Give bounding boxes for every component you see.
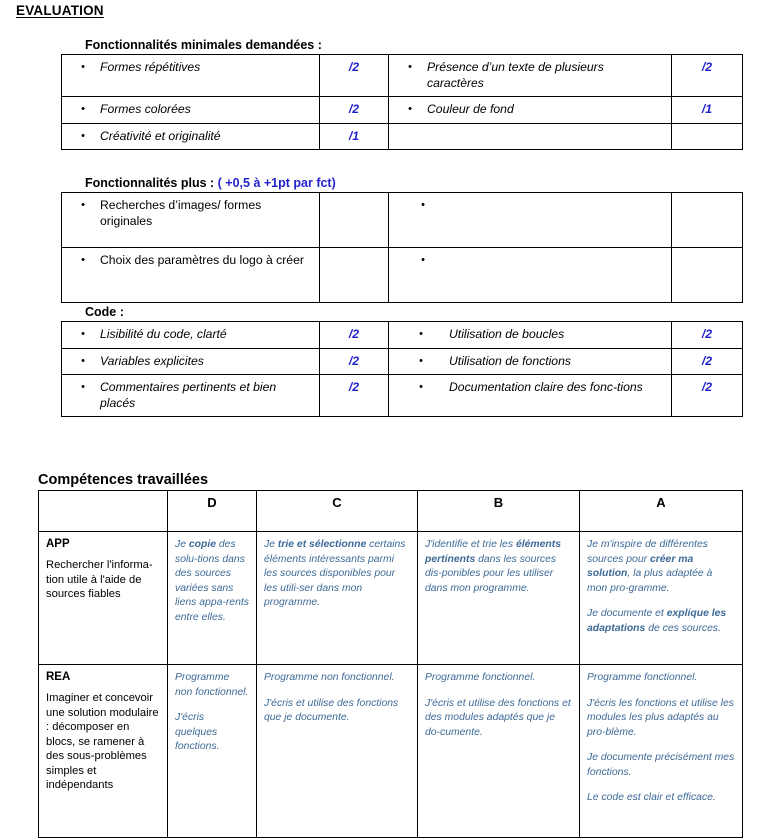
item-label: Choix des paramètres du logo à créer [100,253,304,267]
level-paragraph: Programme non fonctionnel. [264,672,395,683]
level-paragraph: Je copie des solu-tions dans des sources variées sans liens appa-rents entre elles. [175,539,249,623]
cell-points-right: /2 [672,322,743,349]
cell-points-left [320,193,389,248]
cell-points-right: /2 [672,55,743,97]
item-label: Recherches d’images/ formes originales [100,198,262,228]
column-header-d: D [168,491,257,532]
bullet-icon: • [81,129,85,142]
cell-item-right [389,55,672,97]
cell-criteria-rea [39,665,168,838]
level-paragraph: Je trie et sélectionne certains éléments intéressants parmi les sources disponibles pour les utili-ser dans mon programme. [264,539,406,609]
item-label: Créativité et originalité [100,128,221,143]
cell-item-right [389,375,672,417]
item-label: Présence d’un texte de plusieurs caractères [427,60,604,90]
table-row [62,123,743,150]
bullet-icon: • [81,354,85,367]
bullet-icon: • [81,328,85,340]
level-paragraph: J'identifie et trie les éléments pertinents dans les sources dis-ponibles pour les utiliser dans mon programme. [425,539,561,594]
cell-item-right [389,193,672,248]
bullet-icon: • [81,61,85,73]
cell-item-left [62,193,320,248]
column-header-b: B [418,491,580,532]
cell-points-left: /1 [320,123,389,150]
cell-item-right [389,97,672,124]
cell-level-d [168,532,257,665]
criteria-description: Rechercher l'informa-tion utile à l'aide de sources fiables [46,559,153,601]
cell-item-left [62,375,320,417]
bullet-icon: • [419,354,423,367]
item-label: Couleur de fond [427,102,514,117]
table-plus-features [61,192,743,303]
table-minimal-features [61,54,743,150]
table-row-rea [39,665,743,838]
cell-points-left: /2 [320,322,389,349]
bullet-icon: • [408,103,412,116]
table-row [62,322,743,349]
cell-item-left [62,55,320,97]
cell-item-left [62,348,320,375]
cell-points-left: /2 [320,55,389,97]
section-heading-minimal [85,38,322,52]
level-paragraph: Programme fonctionnel. [425,672,536,683]
criteria-description: Imaginer et concevoir une solution modulaire : décomposer en blocs, se ramener à des sous-problèmes simples et indépendants [46,692,159,792]
table-row [62,55,743,97]
item-label: Commentaires pertinents et bien placés [100,380,277,410]
cell-item-right [389,248,672,303]
cell-points-left: /2 [320,97,389,124]
level-paragraph: J'écris et utilise des fonctions que je documente. [264,697,399,724]
table-row [62,193,743,248]
cell-points-right: /2 [672,375,743,417]
cell-level-c [257,532,418,665]
cell-points-left: /2 [320,375,389,417]
level-paragraph: Programme non fonctionnel. [175,672,249,698]
bullet-icon: • [81,254,85,266]
level-paragraph: J'écris les fonctions et utilise les modules les plus adaptés au pro-blème. [587,697,734,738]
cell-points-right [672,193,743,248]
column-header-c: C [257,491,418,532]
page-title: EVALUATION [16,3,104,18]
item-label: Documentation claire des fonc-tions [449,380,643,395]
level-paragraph: Je m'inspire de différentes sources pour créer ma solution, la plus adaptée à mon pro-gramme. [587,539,713,594]
bullet-icon: • [81,103,85,116]
item-label: Utilisation de fonctions [449,353,571,368]
cell-points-right: /1 [672,97,743,124]
table-code [61,321,743,417]
level-paragraph: Je documente et explique les adaptations de ces sources. [587,608,727,634]
section-heading-code [85,305,124,319]
level-paragraph: Je documente précisément mes fonctions. [587,752,735,778]
item-label: Formes colorées [100,102,191,117]
item-label: Formes répétitives [100,60,201,74]
section-heading-minimal-text: Fonctionnalités minimales demandées : [85,38,322,52]
cell-criteria-app [39,532,168,665]
cell-level-a [580,532,743,665]
cell-item-left [62,322,320,349]
section-heading-plus-text: Fonctionnalités plus : [85,176,218,190]
section-heading-plus-accent: ( +0,5 à +1pt par fct) [217,176,336,190]
cell-points-right [672,248,743,303]
competences-heading: Compétences travaillées [38,472,209,488]
cell-points-left [320,248,389,303]
cell-level-a [580,665,743,838]
cell-item-right [389,348,672,375]
bullet-icon: • [81,381,85,394]
cell-points-right-empty [672,123,743,150]
cell-level-b [418,532,580,665]
level-paragraph: J'écris quelques fonctions. [175,712,220,753]
table-header-row [39,491,743,532]
cell-level-c [257,665,418,838]
item-label: Lisibilité du code, clarté [100,327,227,341]
column-header-criteria [39,491,168,532]
table-row [62,248,743,303]
cell-level-b [418,665,580,838]
bullet-icon: • [421,199,425,211]
table-row [62,97,743,124]
cell-level-d [168,665,257,838]
table-row-app [39,532,743,665]
column-header-a: A [580,491,743,532]
cell-item-left [62,248,320,303]
level-paragraph: J'écris et utilise des fonctions et des modules adaptés que je do-cumente. [425,697,571,738]
level-paragraph: Programme fonctionnel. [587,672,698,683]
cell-item-right-empty [389,123,672,150]
bullet-icon: • [419,328,423,340]
bullet-icon: • [81,199,85,211]
cell-points-left: /2 [320,348,389,375]
level-paragraph: Le code est clair et efficace. [587,792,716,804]
bullet-icon: • [421,254,425,266]
section-heading-plus [85,176,336,190]
table-row [62,348,743,375]
bullet-icon: • [408,61,412,73]
item-label: Variables explicites [100,353,204,368]
criteria-code: APP [46,538,70,550]
section-heading-code-text: Code : [85,305,124,319]
cell-item-right [389,322,672,349]
cell-item-left [62,123,320,150]
bullet-icon: • [419,381,423,394]
table-competences [38,490,743,838]
table-row [62,375,743,417]
item-label: Utilisation de boucles [449,327,565,341]
cell-item-left [62,97,320,124]
cell-points-right: /2 [672,348,743,375]
criteria-code: REA [46,671,71,683]
